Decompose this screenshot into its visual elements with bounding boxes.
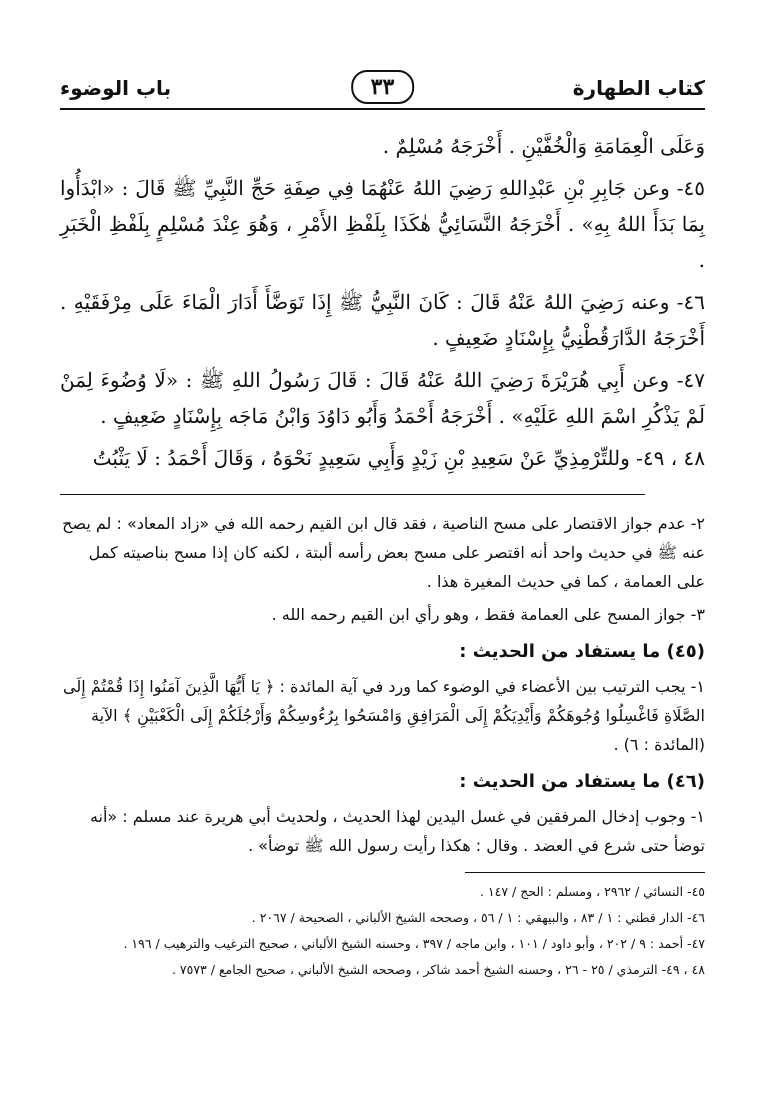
hadith-47: ٤٧- وعن أَبِي هُرَيْرَةَ رَضِيَ اللهُ عَنْهُ قَالَ : قَالَ رَسُولُ اللهِ ﷺ : «لَا وُضُوءَ لِمَنْ لَمْ يَذْكُرِ اسْمَ اللهِ عَلَيْهِ» . أَخْرَجَهُ أَحْمَدُ وَأَبُو دَاوُدَ وَابْنُ مَاجَه بِإِسْنَادٍ ضَعِيفٍ . — [60, 368, 705, 428]
footnote: ٤٧- أحمد : ٩ / ٢٠٢ ، وأبو داود / ١٠١ ، وابن ماجه / ٣٩٧ ، وحسنه الشيخ الألباني ، صحيح الترغيب والترهيب / ١٩٦ . — [123, 936, 705, 951]
hadith-continuation: وَعَلَى الْعِمَامَةِ وَالْخُفَّيْنِ . أَخْرَجَهُ مُسْلِمٌ . — [382, 134, 705, 158]
book-title: كتاب الطهارة — [572, 76, 705, 100]
chapter-title: باب الوضوء — [60, 76, 172, 100]
hadith-45: ٤٥- وعن جَابِرِ بْنِ عَبْدِاللهِ رَضِيَ اللهُ عَنْهُمَا فِي صِفَةِ حَجِّ النَّبِيِّ ﷺ قَالَ : «ابْدَأُوا بِمَا بَدَأَ اللهُ بِهِ» . أَخْرَجَهُ النَّسَائِيُّ هٰكَذَا بِلَفْظِ الأَمْرِ ، وَهُوَ عِنْدَ مُسْلِمٍ بِلَفْظِ الْخَبَرِ . — [60, 176, 705, 272]
notes-divider — [60, 494, 645, 495]
note-item: ١- يجب الترتيب بين الأعضاء في الوضوء كما ورد في آية المائدة : ﴿ يَا أَيُّهَا الَّذِينَ آمَنُوا إِذَا قُمْتُمْ إِلَى الصَّلَاةِ فَاغْسِلُوا وُجُوهَكُمْ وَأَيْدِيَكُمْ إِلَى الْمَرَافِقِ وَامْسَحُوا بِرُءُوسِكُمْ وَأَرْجُلَكُمْ إِلَى الْكَعْبَيْنِ ﴾ الآية (المائدة : ٦) . — [63, 677, 705, 754]
footnote: ٤٥- النسائي / ٢٩٦٢ ، ومسلم : الحج / ١٤٧ . — [479, 884, 705, 899]
footnotes — [60, 879, 705, 983]
page-number: ٣٣ — [351, 70, 415, 104]
hadith-48-49: ٤٨ ، ٤٩- وللتِّرْمِذِيِّ عَنْ سَعِيدِ بْنِ زَيْدٍ وَأَبِي سَعِيدٍ نَحْوَهُ ، وَقَالَ أَحْمَدُ : لَا يَثْبُتُ — [92, 446, 705, 470]
hadith-46: ٤٦- وعنه رَضِيَ اللهُ عَنْهُ قَالَ : كَانَ النَّبِيُّ ﷺ إِذَا تَوَضَّأَ أَدَارَ الْمَاءَ عَلَى مِرْفَقَيْهِ . أَخْرَجَهُ الدَّارَقُطْنِيُّ بِإِسْنَادٍ ضَعِيفٍ . — [60, 290, 705, 350]
header-divider — [60, 108, 705, 110]
note-item: ٢- عدم جواز الاقتصار على مسح الناصية ، فقد قال ابن القيم رحمه الله في «زاد المعاد» : لم يصح عنه ﷺ في حديث واحد أنه اقتصر على مسح بعض رأسه ألبتة ، لكنه كان إذا مسح بناصيته كمل على العمامة ، كما في حديث المغيرة هذا . — [62, 514, 705, 591]
note-item: ٣- جواز المسح على العمامة فقط ، وهو رأي ابن القيم رحمه الله . — [271, 605, 705, 624]
commentary — [60, 509, 705, 860]
hadith-text — [60, 128, 705, 476]
footnotes-divider — [465, 872, 705, 873]
footnote: ٤٦- الدار قطني : ١ / ٨٣ ، والبيهقي : ١ / ٥٦ ، وصححه الشيخ الألباني ، الصحيحة / ٢٠٦٧ . — [251, 910, 705, 925]
section-45-title: (٤٥) ما يستفاد من الحديث : — [459, 641, 705, 662]
page-header — [60, 68, 705, 108]
section-46-title: (٤٦) ما يستفاد من الحديث : — [459, 771, 705, 792]
note-item: ١- وجوب إدخال المرفقين في غسل اليدين لهذا الحديث ، ولحديث أبي هريرة عند مسلم : «أنه توضأ حتى شرع في العضد . وقال : هكذا رأيت رسول الله ﷺ توضأ» . — [89, 807, 705, 855]
book-page — [60, 68, 705, 1078]
footnote: ٤٨ ، ٤٩- الترمذي / ٢٥ - ٢٦ ، وحسنه الشيخ أحمد شاكر ، وصححه الشيخ الألباني ، صحيح الجامع / ٧٥٧٣ . — [171, 962, 705, 977]
